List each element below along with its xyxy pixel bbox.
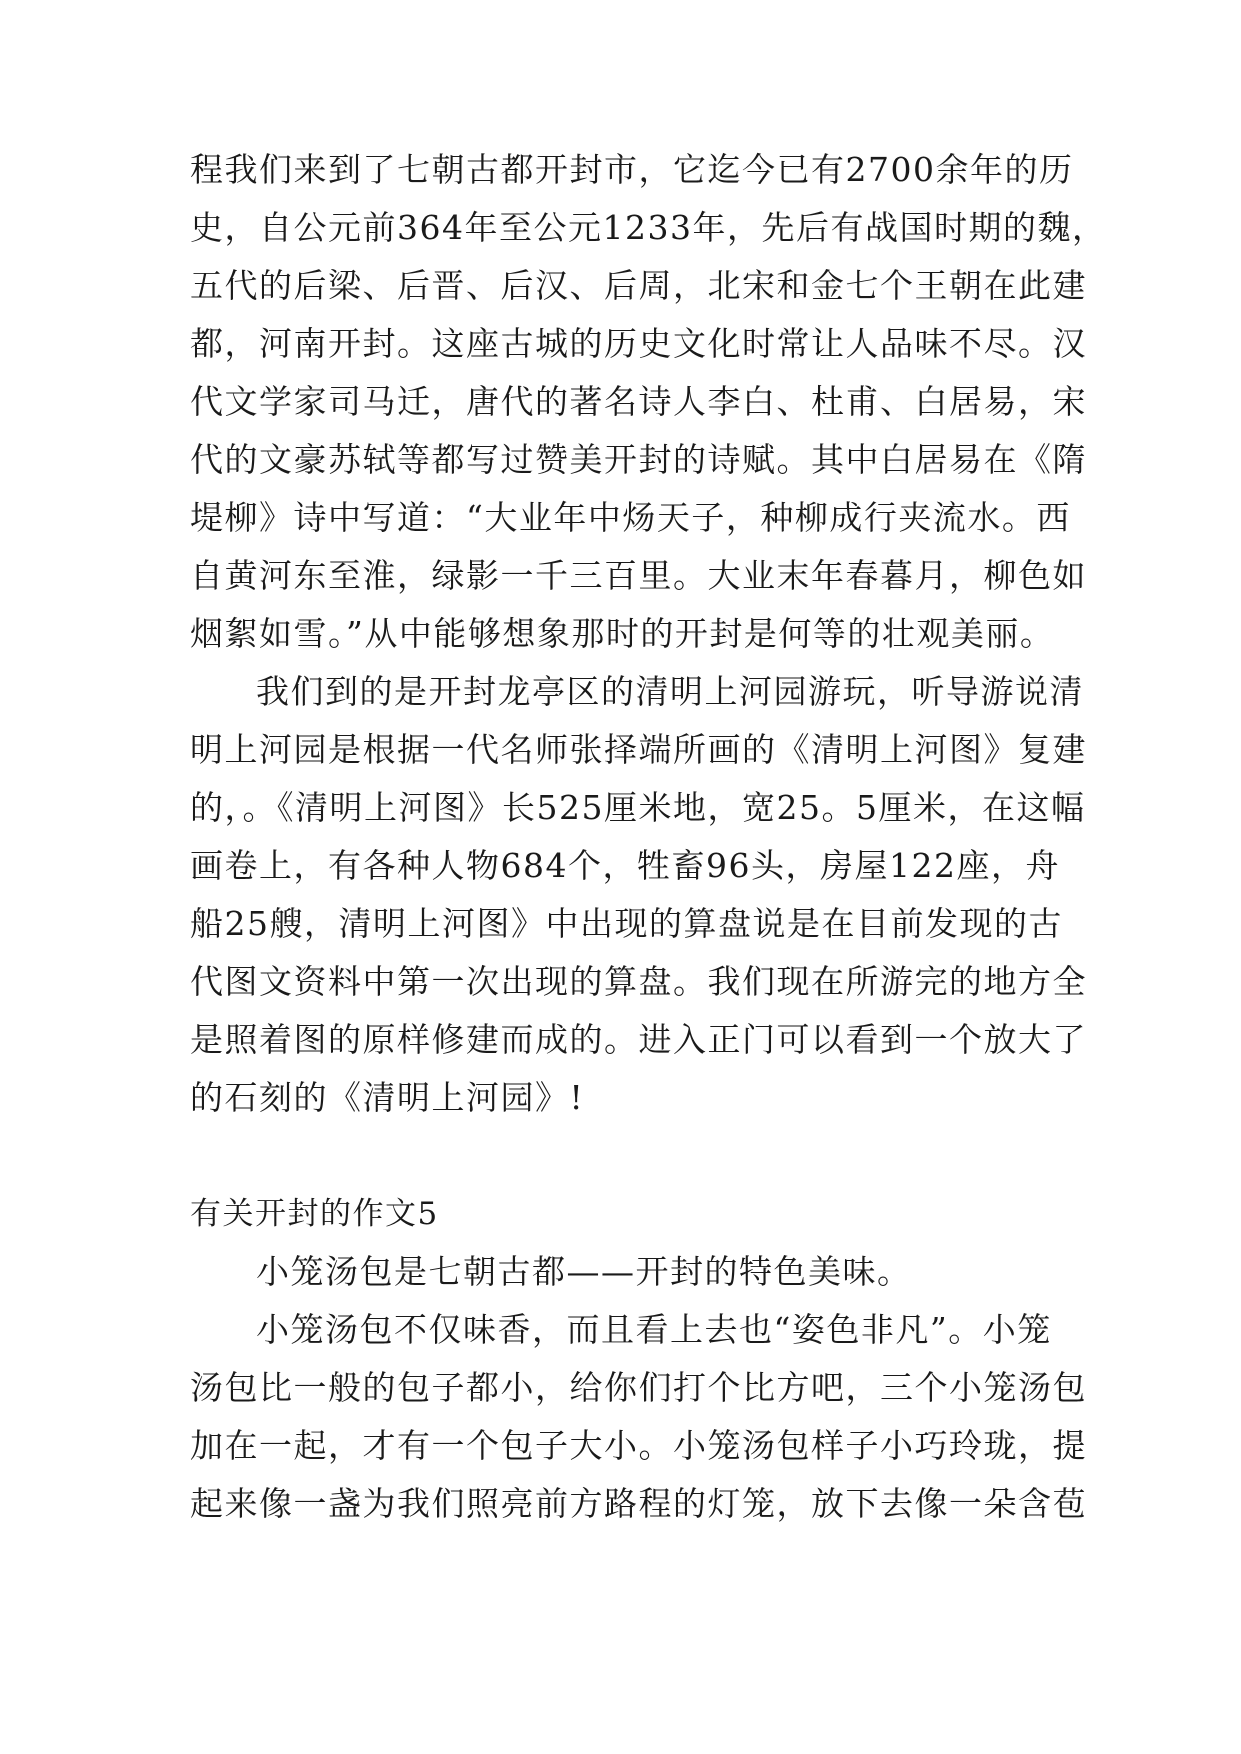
text-line: 的，。《清明上河图》长525厘米地，宽25。5厘米，在这幅 [190, 788, 1086, 827]
text-line: 代的文豪苏轼等都写过赞美开封的诗赋。其中白居易在《隋 [190, 440, 1087, 479]
text-line: 我们到的是开封龙亭区的清明上河园游玩，听导游说清 [256, 672, 1084, 711]
text-line: 程我们来到了七朝古都开封市，它迄今已有2700余年的历 [190, 150, 1074, 189]
text-line: 的石刻的《清明上河园》! [190, 1078, 585, 1117]
text-line: 代图文资料中第一次出现的算盘。我们现在所游完的地方全 [190, 962, 1087, 1001]
text-line: 堤柳》诗中写道：“大业年中炀天子，种柳成行夹流水。西 [190, 498, 1071, 537]
text-line: 是照着图的原样修建而成的。进入正门可以看到一个放大了 [190, 1020, 1087, 1059]
text-line: 画卷上，有各种人物684个，牲畜96头，房屋122座，舟 [190, 846, 1060, 885]
text-line: 烟絮如雪。”从中能够想象那时的开封是何等的壮观美丽。 [190, 614, 1055, 653]
text-line: 小笼汤包不仅味香，而且看上去也“姿色非凡”。小笼 [256, 1310, 1052, 1349]
text-line: 加在一起，才有一个包子大小。小笼汤包样子小巧玲珑，提 [190, 1426, 1087, 1465]
text-line: 明上河园是根据一代名师张择端所画的《清明上河图》复建 [190, 730, 1087, 769]
text-line: 代文学家司马迁，唐代的著名诗人李白、杜甫、白居易，宋 [190, 382, 1087, 421]
section-title: 有关开封的作文5 [190, 1196, 439, 1232]
text-line: 五代的后梁、后晋、后汉、后周，北宋和金七个王朝在此建 [190, 266, 1087, 305]
text-line: 都，河南开封。这座古城的历史文化时常让人品味不尽。汉 [190, 324, 1087, 363]
text-line: 起来像一盏为我们照亮前方路程的灯笼，放下去像一朵含苞 [190, 1484, 1087, 1523]
text-line: 船25艘，清明上河图》中出现的算盘说是在目前发现的古 [190, 904, 1063, 943]
text-line: 汤包比一般的包子都小，给你们打个比方吧，三个小笼汤包 [190, 1368, 1087, 1407]
text-line: 史，自公元前364年至公元1233年，先后有战国时期的魏， [190, 208, 1107, 247]
text-line: 小笼汤包是七朝古都——开封的特色美味。 [256, 1252, 912, 1291]
text-line: 自黄河东至淮，绿影一千三百里。大业末年春暮月，柳色如 [190, 556, 1087, 595]
